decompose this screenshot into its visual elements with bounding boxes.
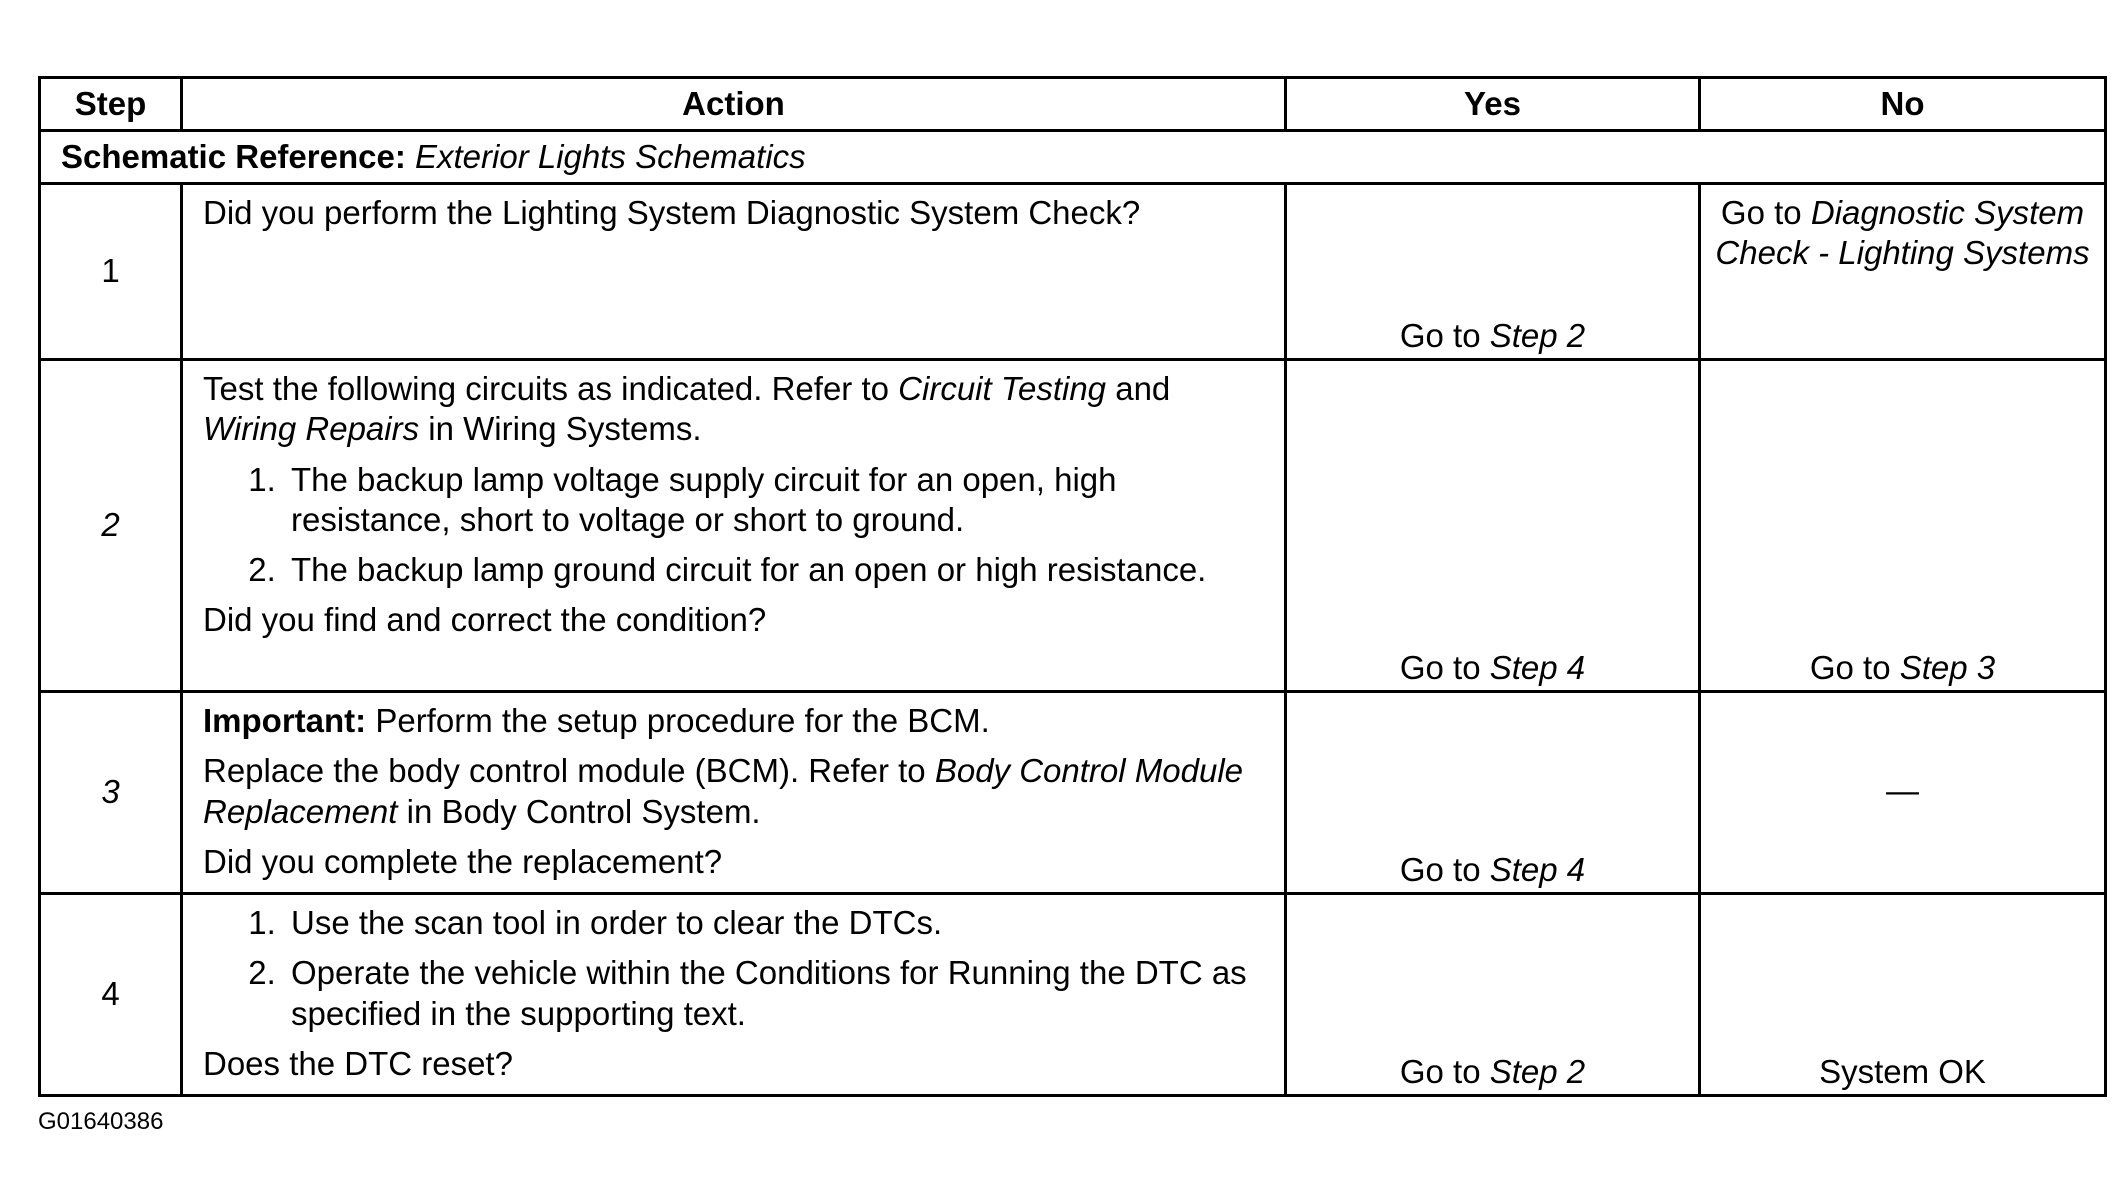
list-item: 1. The backup lamp voltage supply circuit for an open, high resistance, short to voltage or short to ground. — [285, 460, 1264, 541]
list-item: 2. Operate the vehicle within the Conditions for Running the DTC as specified in the supporting text. — [285, 953, 1264, 1034]
step-number: 1 — [40, 184, 182, 360]
wiring-repairs-link[interactable]: Wiring Repairs — [203, 410, 420, 448]
header-no: No — [1700, 78, 2106, 131]
header-yes: Yes — [1286, 78, 1700, 131]
list-item: 2. The backup lamp ground circuit for an open or high resistance. — [285, 550, 1264, 590]
list-item: 1. Use the scan tool in order to clear the DTCs. — [285, 903, 1264, 943]
no-prefix: Go to — [1809, 648, 1900, 686]
header-action: Action — [182, 78, 1286, 131]
table-row — [40, 692, 2106, 894]
table-row — [40, 894, 2106, 1096]
action-cell — [182, 692, 1286, 894]
replace-text: in Body Control System. — [397, 792, 761, 830]
action-question: Did you perform the Lighting System Diagnostic System Check? — [203, 194, 1141, 231]
action-question: Did you find and correct the condition? — [203, 601, 767, 639]
replace-instruction — [203, 751, 1264, 832]
yes-cell — [1286, 360, 1700, 692]
yes-cell — [1286, 894, 1700, 1096]
action-question: Did you complete the replacement? — [203, 842, 723, 880]
table-header-row — [40, 78, 2106, 131]
important-note — [203, 701, 1264, 741]
yes-step-link[interactable]: Step 4 — [1489, 850, 1586, 888]
no-step-link[interactable]: Step 3 — [1899, 648, 1996, 686]
action-steps-list — [203, 903, 1264, 1034]
schematic-reference — [40, 131, 2106, 184]
intro-text: Test the following circuits as indicated. Refer to — [203, 370, 899, 407]
yes-prefix: Go to — [1399, 850, 1490, 888]
no-link[interactable]: Diagnostic System Check - Lighting Systems — [1715, 194, 2090, 272]
yes-prefix: Go to — [1399, 648, 1490, 686]
action-cell — [182, 360, 1286, 692]
action-question: Does the DTC reset? — [203, 1044, 513, 1082]
action-cell — [182, 894, 1286, 1096]
no-cell: System OK — [1700, 894, 2106, 1096]
header-step: Step — [40, 78, 182, 131]
important-label: Important: — [203, 702, 367, 739]
yes-step-link[interactable]: Step 4 — [1489, 648, 1586, 686]
bcm-replacement-link[interactable]: Body Control Module Replacement — [203, 752, 1244, 830]
schematic-reference-link[interactable]: Exterior Lights Schematics — [415, 137, 806, 175]
step-number: 4 — [40, 894, 182, 1096]
important-text: Perform the setup procedure for the BCM. — [366, 702, 990, 739]
action-cell — [182, 184, 1286, 360]
intro-text: in Wiring Systems. — [419, 410, 702, 448]
yes-cell — [1286, 692, 1700, 894]
figure-id: G01640386 — [38, 1108, 164, 1135]
table-row — [40, 184, 2106, 360]
no-prefix: Go to — [1720, 194, 1811, 231]
action-intro — [203, 369, 1264, 450]
action-steps-list — [203, 460, 1264, 591]
yes-prefix: Go to — [1399, 1052, 1490, 1090]
yes-cell — [1286, 184, 1700, 360]
no-cell — [1700, 360, 2106, 692]
table-row — [40, 360, 2106, 692]
replace-text: Replace the body control module (BCM). Refer to — [203, 752, 935, 790]
step-number: 3 — [40, 692, 182, 894]
no-cell: — — [1700, 692, 2106, 894]
circuit-testing-link[interactable]: Circuit Testing — [898, 370, 1107, 407]
schematic-reference-row — [40, 131, 2106, 184]
step-number: 2 — [40, 360, 182, 692]
schematic-reference-label: Schematic Reference: — [61, 137, 406, 175]
intro-text: and — [1106, 370, 1171, 407]
yes-step-link[interactable]: Step 2 — [1489, 316, 1586, 354]
yes-step-link[interactable]: Step 2 — [1489, 1052, 1586, 1090]
diagnostic-table — [38, 76, 2107, 1097]
yes-prefix: Go to — [1399, 316, 1490, 354]
no-cell — [1700, 184, 2106, 360]
